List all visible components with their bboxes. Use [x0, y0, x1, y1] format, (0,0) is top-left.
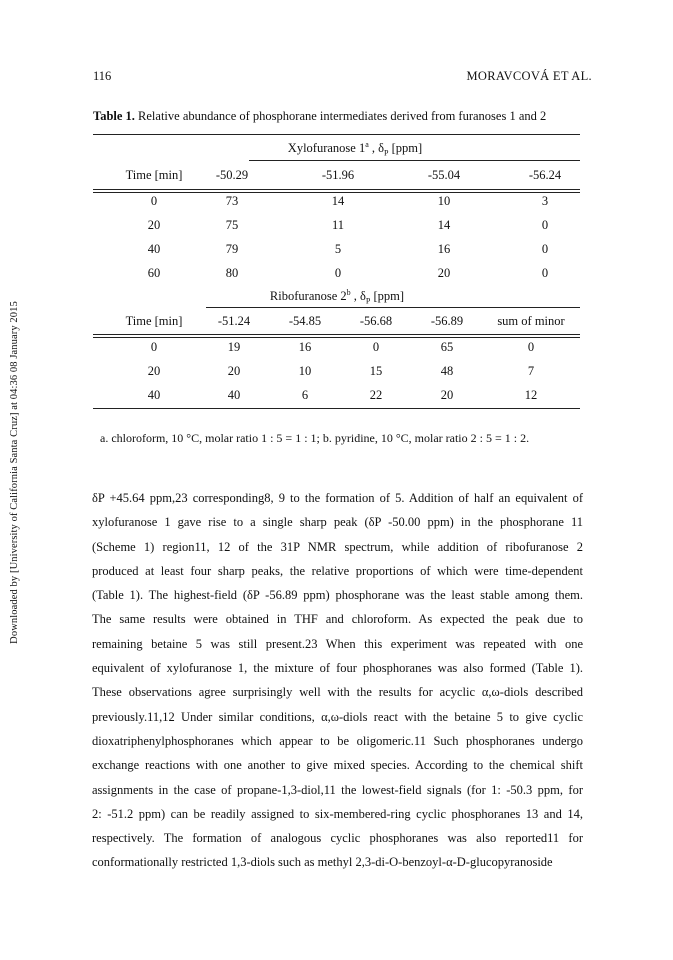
table-cell: 6	[301, 388, 309, 402]
xylo-header-shift: -51.96	[321, 168, 355, 182]
table-cell: 20	[437, 266, 451, 280]
ribo-header-rule	[93, 334, 580, 335]
table-cell: 12	[524, 388, 538, 402]
body-line: respectively. The formation of analogous cyclic phosphoranes was also reported11 for	[92, 831, 583, 846]
body-line: xylofuranose 1 gave rise to a single sharp peak (δP -50.00 ppm) in the phosphorane 11	[92, 515, 583, 530]
table-cell: 0	[372, 340, 380, 354]
body-line: previously.11,12 Under similar conditions, α,ω-diols react with the betaine 5 to give cyclic	[92, 709, 583, 724]
body-line: conformationally restricted 1,3-diols such as methyl 2,3-di-O-benzoyl-α-D-glucopyranoside	[92, 855, 553, 870]
table-cell: 60	[147, 266, 161, 280]
body-line: exchange reactions with one another to give mixed species. According to the chemical shift	[92, 758, 583, 773]
xylo-header-shift: -55.04	[427, 168, 461, 182]
table-cell: 48	[440, 364, 454, 378]
running-head: MORAVCOVÁ ET AL.	[466, 69, 592, 83]
body-line: assignments in the case of propane-1,3-diol,11 the lowest-field signals (for 1: -50.3 ppm, for	[92, 782, 583, 797]
table-cell: 73	[225, 194, 239, 208]
body-line: δP +45.64 ppm,23 corresponding8, 9 to the formation of 5. Addition of half an equivalent of	[92, 491, 583, 505]
body-line: remaining betaine 5 was still present.23 When this experiment was repeated with one	[92, 636, 583, 651]
table-caption-text: Relative abundance of phosphorane intermediates derived from furanoses 1 and 2	[138, 109, 547, 123]
table-cell: 0	[541, 266, 549, 280]
table-cell: 20	[147, 364, 161, 378]
table-cell: 7	[527, 364, 535, 378]
ribo-header-time: Time [min]	[125, 314, 183, 328]
table-caption	[93, 109, 546, 124]
table-cell: 16	[437, 242, 451, 256]
download-watermark	[6, 262, 22, 682]
ribo-header-shift: -51.24	[217, 314, 251, 328]
table-cell: 16	[298, 340, 312, 354]
table-cell: 10	[437, 194, 451, 208]
table-cell: 0	[541, 218, 549, 232]
table-cell: 20	[147, 218, 161, 232]
table-cell: 0	[541, 242, 549, 256]
table-caption-label: Table 1.	[93, 109, 135, 123]
table-cell: 20	[227, 364, 241, 378]
ribo-header-shift: -54.85	[288, 314, 322, 328]
body-line: These observations agree surprisingly well with the results for acyclic α,ω-diols described	[92, 685, 583, 700]
xylo-header-rule-second	[93, 192, 580, 193]
table-footnote: a. chloroform, 10 °C, molar ratio 1 : 5 = 1 : 1; b. pyridine, 10 °C, molar ratio 2 : 5 = 1 : 2.	[100, 431, 530, 445]
ribo-header-shift: -56.68	[359, 314, 393, 328]
body-line: 2: -51.2 ppm) can be readily assigned to six-membered-ring cyclic phosphoranes 13 and 14,	[92, 806, 583, 821]
table-cell: 20	[440, 388, 454, 402]
table-cell: 40	[147, 388, 161, 402]
ribo-header-rule-second	[93, 337, 580, 338]
table-cell: 79	[225, 242, 239, 256]
body-line: produced at least four sharp peaks, the relative proportions of which were time-dependent	[92, 563, 583, 578]
xylo-span-rule	[249, 160, 580, 161]
table-cell: 22	[369, 388, 383, 402]
table-top-rule	[93, 134, 580, 135]
table-cell: 40	[227, 388, 241, 402]
xylo-header-shift: -56.24	[528, 168, 562, 182]
table-cell: 0	[334, 266, 342, 280]
table-cell: 0	[150, 340, 158, 354]
download-watermark-text: Downloaded by [University of California Santa Cruz] at 04:36 08 January 2015	[8, 300, 20, 644]
page-number: 116	[93, 69, 112, 83]
xylo-header-time: Time [min]	[125, 168, 183, 182]
table-cell: 5	[334, 242, 342, 256]
body-line: (Table 1). The highest-field (δP -56.89 ppm) phosphorane was the least stable among them.	[92, 588, 583, 603]
ribo-section-title: Ribofuranose 2$^b$ , $\delta_P$ [ppm]	[269, 287, 405, 306]
ribo-header-shift: -56.89	[430, 314, 464, 328]
body-paragraph	[92, 486, 583, 875]
table-cell: 14	[331, 194, 345, 208]
table-cell: 14	[437, 218, 451, 232]
ribo-header-sum: sum of minor	[497, 314, 565, 328]
table-cell: 0	[527, 340, 535, 354]
table-cell: 19	[227, 340, 241, 354]
body-line: (Scheme 1) region11, 12 of the 31P NMR spectrum, while addition of ribofuranose 2	[92, 539, 583, 554]
table-cell: 0	[150, 194, 158, 208]
body-line: dioxatriphenylphosphoranes which appear to be oligomeric.11 Such phosphoranes undergo	[92, 733, 583, 748]
table-cell: 10	[298, 364, 312, 378]
table-cell: 65	[440, 340, 454, 354]
xylo-section-title: Xylofuranose 1$^a$ , $\delta_P$ [ppm]	[287, 139, 423, 158]
ribo-span-rule	[206, 307, 580, 308]
table-bottom-rule	[93, 408, 580, 409]
table-cell: 15	[369, 364, 383, 378]
table-cell: 11	[331, 218, 345, 232]
xylo-header-shift: -50.29	[215, 168, 249, 182]
table-cell: 40	[147, 242, 161, 256]
xylo-header-rule	[93, 189, 580, 190]
body-line: The same results were obtained in THF and chloroform. As expected the peak due to	[92, 612, 583, 627]
table-cell: 75	[225, 218, 239, 232]
table-cell: 80	[225, 266, 239, 280]
body-line: equivalent of xylofuranose 1, the mixture of four phosphoranes was also formed (Table 1).	[92, 661, 583, 676]
table-cell: 3	[541, 194, 549, 208]
